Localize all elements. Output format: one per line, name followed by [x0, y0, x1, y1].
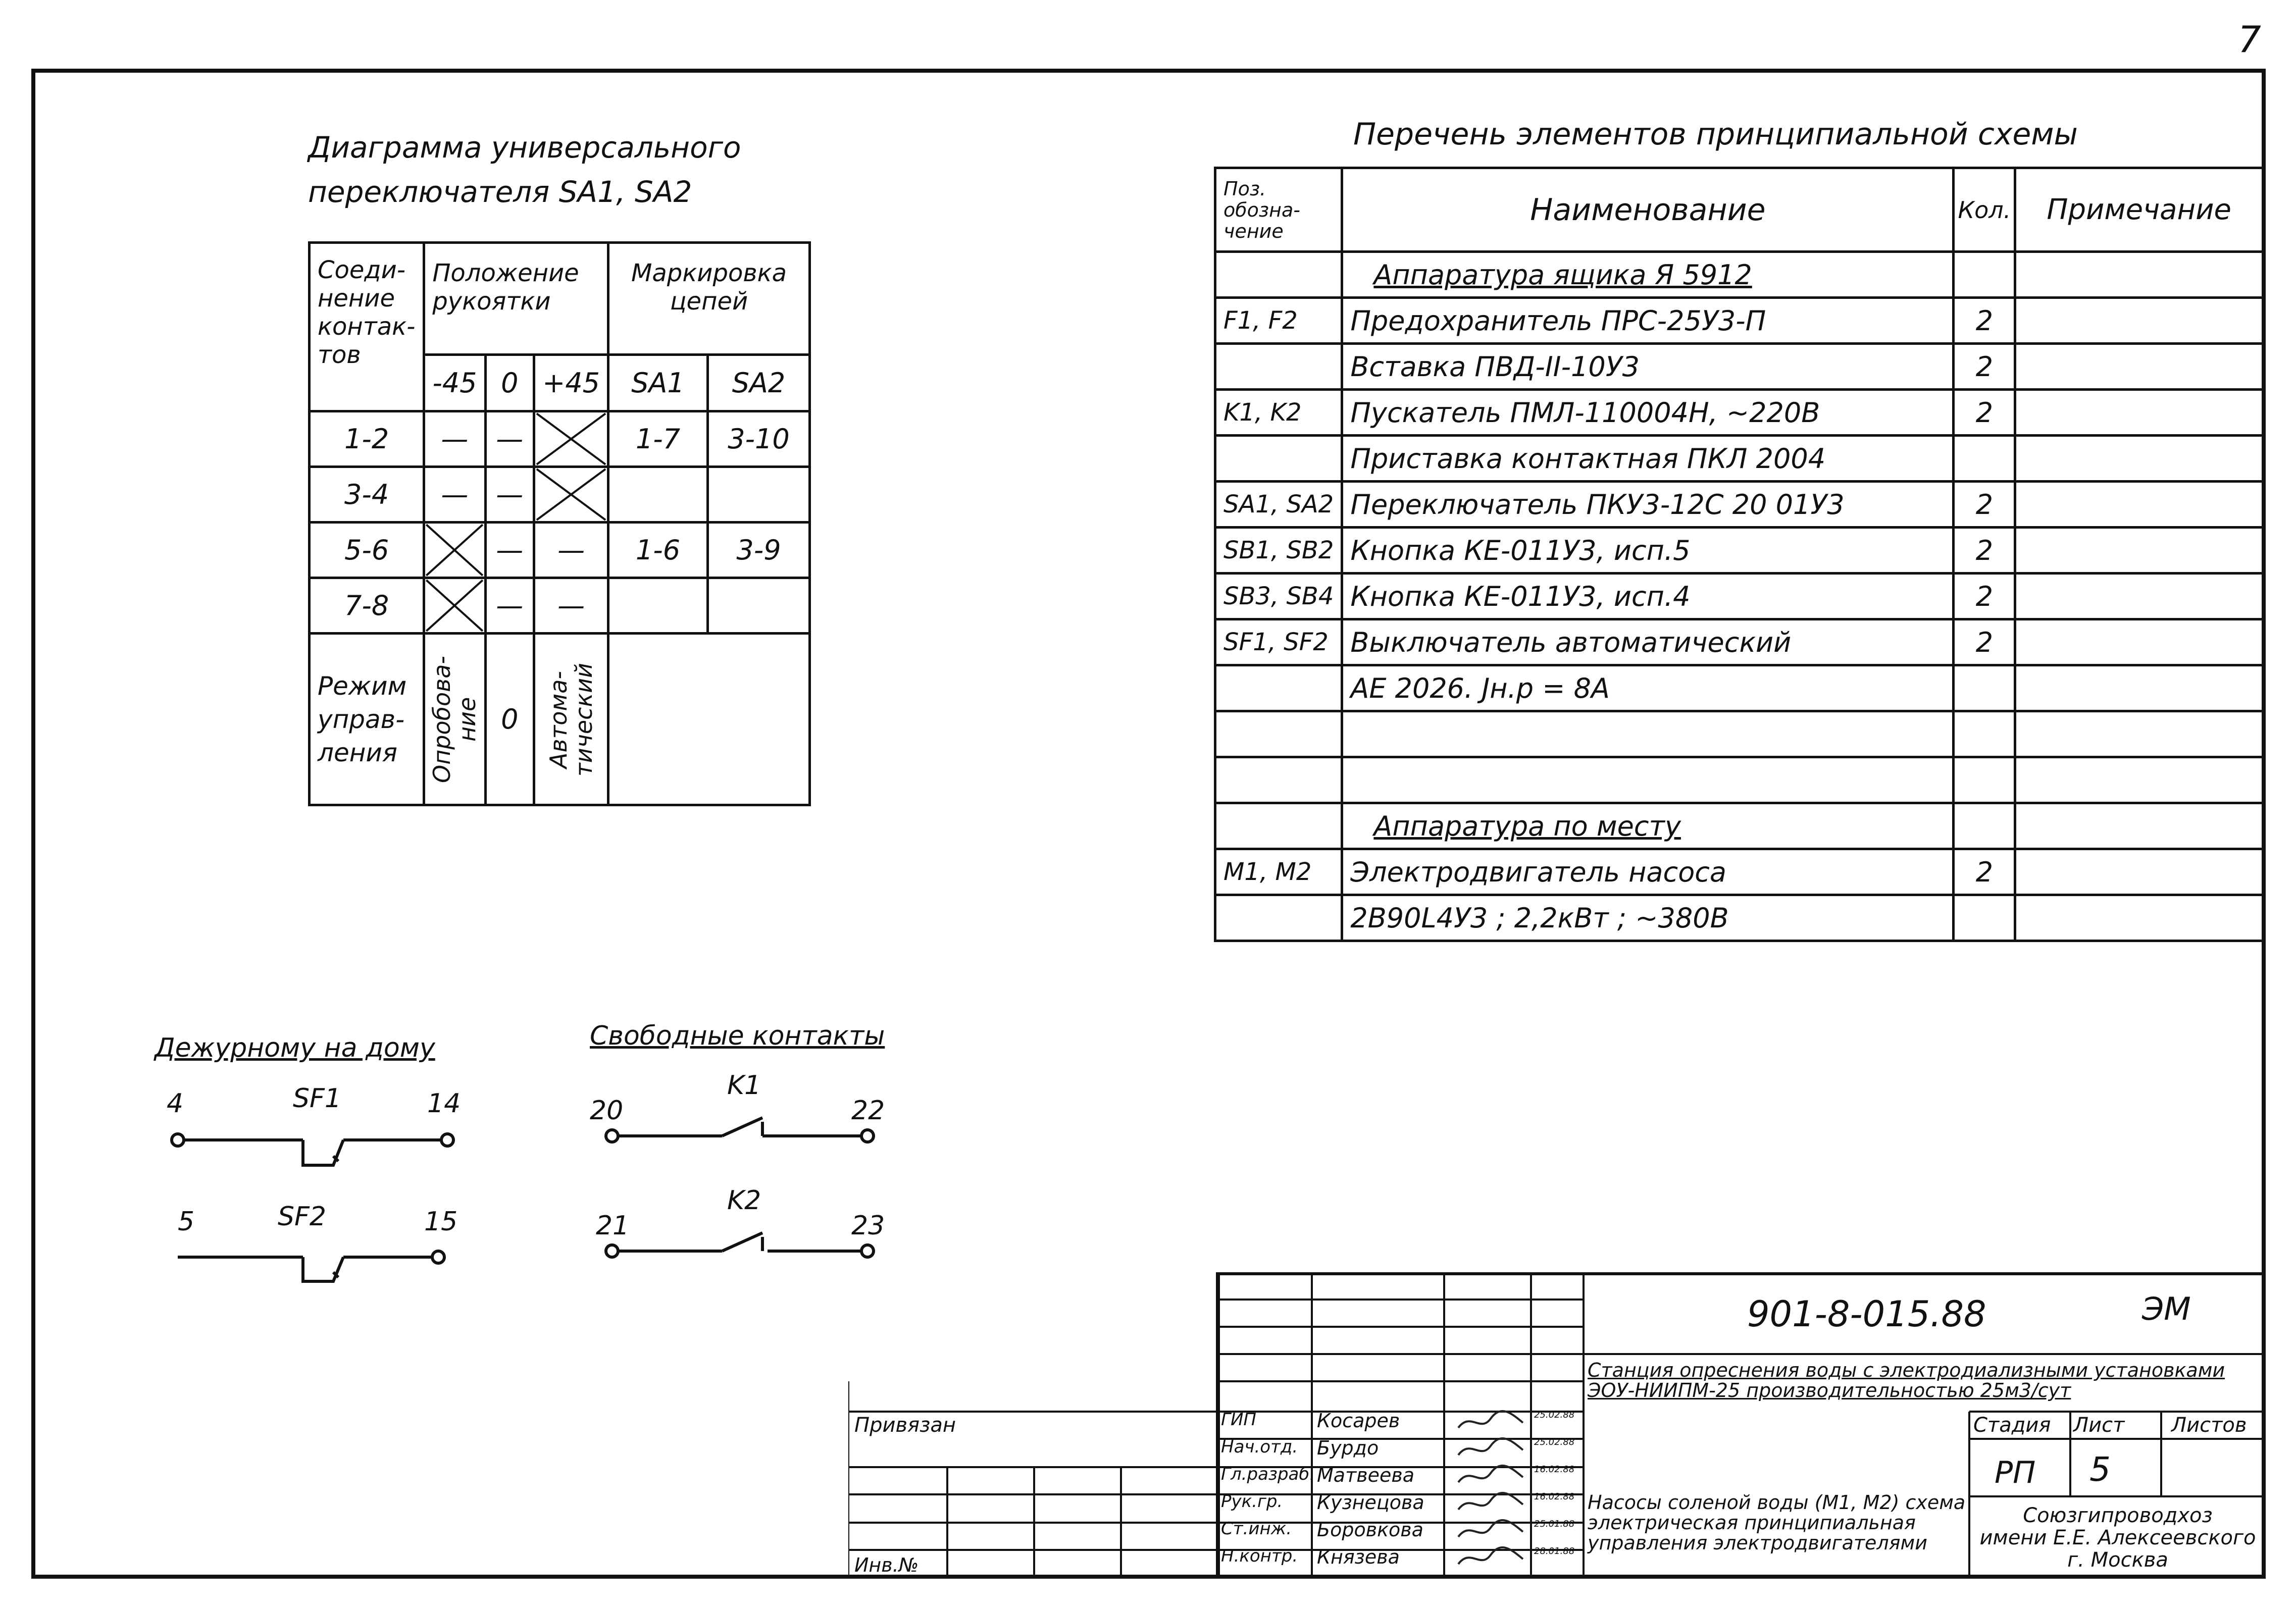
switch-row [310, 578, 810, 634]
switch-cell-pos-0: — [485, 411, 534, 467]
elements-cell-name [1342, 757, 1954, 803]
elements-cell-pos [1215, 665, 1342, 711]
elements-row [1215, 528, 2263, 574]
switch-cell-sa1 [608, 578, 708, 634]
free-contacts-title: Свободные контакты [590, 1021, 885, 1051]
elements-cell-name: Электродвигатель насоса [1342, 849, 1954, 895]
header-circuit-marking: Маркировка цепей [608, 243, 810, 355]
sf2-contact [178, 1251, 444, 1281]
switch-cell-pos-0: — [485, 523, 534, 578]
elements-cell-name: Вставка ПВД-II-10У3 [1342, 344, 1954, 390]
header-sa1: SA1 [608, 355, 708, 411]
sheet-value: 5 [2089, 1450, 2111, 1489]
k2-label: K2 [727, 1185, 761, 1216]
signature-mark [1455, 1489, 1526, 1520]
switch-cell-contacts: 1-2 [310, 411, 424, 467]
elements-cell-qty: 2 [1954, 390, 2015, 436]
k1-label: K1 [727, 1070, 761, 1101]
staff-date: 16.02.88 [1534, 1491, 1575, 1502]
switch-cell-sa2: 3-10 [707, 411, 809, 467]
elements-row [1215, 344, 2263, 390]
sheet-title: Насосы соленой воды (М1, М2) схема электрическая принципиальная управления электродвигателями [1588, 1491, 1966, 1554]
signature-mark [1455, 1408, 1526, 1438]
sheets-label: Листов [2171, 1414, 2247, 1437]
staff-date: 16.02.88 [1534, 1464, 1575, 1475]
header-connection: Соеди- нение контак- тов [310, 243, 424, 411]
elements-cell-note [2015, 895, 2263, 941]
elements-cell-name [1342, 711, 1954, 757]
elements-cell-note [2015, 436, 2263, 482]
switch-cell-sa2: 3-9 [707, 523, 809, 578]
elements-row [1215, 895, 2263, 941]
closed-contact-mark [534, 467, 608, 523]
header-pos-plus45: +45 [534, 355, 608, 411]
elements-cell-name: Аппаратура ящика Я 5912 [1342, 252, 1954, 298]
elements-row [1215, 665, 2263, 711]
elements-cell-pos [1215, 344, 1342, 390]
staff-name: Князева [1317, 1546, 1400, 1568]
staff-name: Косарев [1317, 1410, 1400, 1432]
elements-cell-pos: SF1, SF2 [1215, 619, 1342, 665]
mode-test: Опробова- ние [428, 655, 481, 783]
project-title: Станция опреснения воды с электродиализными установками ЭОУ-НИИПМ-25 производительностью 25м3/сут [1588, 1359, 2225, 1401]
elements-cell-pos [1215, 436, 1342, 482]
stage-label: Стадия [1973, 1414, 2051, 1437]
staff-name: Кузнецова [1317, 1491, 1424, 1514]
elements-cell-note [2015, 390, 2263, 436]
elements-cell-qty [1954, 436, 2015, 482]
staff-name: Матвеева [1317, 1464, 1415, 1486]
switch-row [310, 411, 810, 467]
elements-cell-qty: 2 [1954, 482, 2015, 528]
elements-cell-name: Пускатель ПМЛ-110004Н, ~220В [1342, 390, 1954, 436]
elements-row [1215, 803, 2263, 849]
elements-cell-qty [1954, 252, 2015, 298]
header-pos-0: 0 [485, 355, 534, 411]
sf1-label: SF1 [293, 1083, 342, 1114]
switch-cell-sa2 [707, 578, 809, 634]
duty-section-title: Дежурному на дому [155, 1033, 435, 1063]
elements-cell-qty: 2 [1954, 344, 2015, 390]
sf1-contact [172, 1134, 453, 1165]
stage-value: РП [1995, 1455, 2036, 1490]
switch-cell-sa1 [608, 467, 708, 523]
staff-date: 28.01.88 [1534, 1546, 1575, 1556]
signature-mark [1455, 1435, 1526, 1466]
elements-cell-name: 2В90L4У3 ; 2,2кВт ; ~380В [1342, 895, 1954, 941]
elements-row [1215, 849, 2263, 895]
header-qty: Кол. [1954, 168, 2015, 252]
elements-cell-note [2015, 252, 2263, 298]
k2-contact [606, 1233, 874, 1257]
mode-auto: Автома- тический [545, 662, 598, 776]
switch-cell-pos-0: — [485, 578, 534, 634]
sf2-label: SF2 [278, 1202, 327, 1232]
signature-mark [1455, 1462, 1526, 1493]
switch-cell-pos-minus45: — [424, 411, 485, 467]
switch-cell-sa1: 1-6 [608, 523, 708, 578]
elements-cell-note [2015, 711, 2263, 757]
elements-cell-note [2015, 574, 2263, 619]
staff-date: 25.02.88 [1534, 1410, 1575, 1420]
staff-date: 25.01.88 [1534, 1519, 1575, 1529]
switch-row [310, 523, 810, 578]
elements-row [1215, 252, 2263, 298]
elements-cell-qty: 2 [1954, 574, 2015, 619]
elements-cell-note [2015, 665, 2263, 711]
elements-cell-qty: 2 [1954, 298, 2015, 344]
staff-role: Рук.гр. [1221, 1491, 1283, 1512]
elements-cell-pos [1215, 895, 1342, 941]
elements-cell-name: Переключатель ПКУ3-12С 20 01У3 [1342, 482, 1954, 528]
switch-cell-sa1: 1-7 [608, 411, 708, 467]
elements-cell-qty [1954, 803, 2015, 849]
header-name: Наименование [1342, 168, 1954, 252]
switch-cell-contacts: 7-8 [310, 578, 424, 634]
switch-cell-contacts: 5-6 [310, 523, 424, 578]
elements-cell-note [2015, 757, 2263, 803]
staff-role: Нач.отд. [1221, 1437, 1298, 1457]
header-sa2: SA2 [707, 355, 809, 411]
elements-cell-pos: SA1, SA2 [1215, 482, 1342, 528]
elements-cell-pos [1215, 252, 1342, 298]
elements-row [1215, 757, 2263, 803]
k1-contact [606, 1118, 874, 1142]
elements-cell-note [2015, 619, 2263, 665]
elements-row [1215, 711, 2263, 757]
closed-contact-mark [424, 523, 485, 578]
inv-label: Инв.№ [854, 1554, 919, 1576]
signature-mark [1455, 1544, 1526, 1575]
mode-label: Режим управ- ления [310, 634, 424, 805]
elements-cell-qty [1954, 895, 2015, 941]
switch-diagram-table [308, 241, 811, 806]
switch-cell-pos-0: — [485, 467, 534, 523]
elements-cell-pos [1215, 757, 1342, 803]
staff-date: 25.02.88 [1534, 1437, 1575, 1447]
elements-cell-note [2015, 803, 2263, 849]
mode-off: 0 [485, 634, 534, 805]
sf2-left-terminal: 5 [178, 1207, 195, 1237]
elements-cell-qty: 2 [1954, 619, 2015, 665]
elements-cell-pos: M1, M2 [1215, 849, 1342, 895]
elements-cell-qty: 2 [1954, 849, 2015, 895]
staff-role: Ст.инж. [1221, 1519, 1292, 1539]
switch-cell-pos-plus45: — [534, 523, 608, 578]
k2-right-terminal: 23 [851, 1211, 885, 1241]
closed-contact-mark [534, 411, 608, 467]
duty-contacts-diagram [151, 1080, 475, 1303]
header-note: Примечание [2015, 168, 2263, 252]
elements-cell-qty: 2 [1954, 528, 2015, 574]
sf1-right-terminal: 14 [427, 1088, 461, 1119]
elements-cell-name: Выключатель автоматический [1342, 619, 1954, 665]
staff-role: Гл.разраб. [1221, 1464, 1315, 1484]
elements-row [1215, 619, 2263, 665]
elements-cell-note [2015, 482, 2263, 528]
elements-cell-pos: K1, K2 [1215, 390, 1342, 436]
elements-cell-pos: F1, F2 [1215, 298, 1342, 344]
switch-row [310, 467, 810, 523]
elements-cell-note [2015, 344, 2263, 390]
elements-cell-name: Предохранитель ПРС-25У3-П [1342, 298, 1954, 344]
elements-cell-name: АЕ 2026. Jн.р = 8А [1342, 665, 1954, 711]
doc-code: 901-8-015.88 [1747, 1293, 1986, 1335]
sheet-label: Лист [2073, 1414, 2125, 1437]
elements-row [1215, 390, 2263, 436]
elements-row [1215, 436, 2263, 482]
staff-role: Н.контр. [1221, 1546, 1298, 1566]
staff-name: Боровкова [1317, 1519, 1423, 1541]
elements-row [1215, 574, 2263, 619]
elements-cell-note [2015, 298, 2263, 344]
k2-left-terminal: 21 [596, 1211, 630, 1241]
elements-cell-pos: SB1, SB2 [1215, 528, 1342, 574]
organization: Союзгипроводхоз имени Е.Е. Алексеевского г. Москва [1979, 1504, 2256, 1572]
switch-cell-contacts: 3-4 [310, 467, 424, 523]
k1-right-terminal: 22 [851, 1096, 885, 1126]
switch-cell-sa2 [707, 467, 809, 523]
closed-contact-mark [424, 578, 485, 634]
header-pos: Поз. обозна- чение [1215, 168, 1342, 252]
switch-cell-pos-plus45: — [534, 578, 608, 634]
header-handle-position: Положение рукоятки [424, 243, 608, 355]
elements-cell-name: Кнопка КЕ-011У3, исп.5 [1342, 528, 1954, 574]
elements-cell-note [2015, 849, 2263, 895]
bound-label: Привязан [854, 1414, 956, 1437]
sf2-right-terminal: 15 [424, 1207, 458, 1237]
elements-row [1215, 298, 2263, 344]
elements-row [1215, 482, 2263, 528]
sf1-left-terminal: 4 [167, 1088, 184, 1119]
switch-cell-pos-minus45: — [424, 467, 485, 523]
elements-cell-pos [1215, 803, 1342, 849]
elements-list-title: Перечень элементов принципиальной схемы [1353, 117, 2078, 152]
staff-name: Бурдо [1317, 1437, 1379, 1459]
elements-cell-qty [1954, 711, 2015, 757]
elements-cell-note [2015, 528, 2263, 574]
elements-list-table [1214, 167, 2264, 942]
switch-diagram-title: Диаграмма универсального переключателя SA1, SA2 [308, 130, 741, 209]
elements-cell-name: Кнопка КЕ-011У3, исп.4 [1342, 574, 1954, 619]
signature-mark [1455, 1517, 1526, 1547]
elements-cell-name: Приставка контактная ПКЛ 2004 [1342, 436, 1954, 482]
page-number: 7 [2238, 18, 2261, 61]
elements-cell-qty [1954, 757, 2015, 803]
staff-role: ГИП [1221, 1410, 1256, 1430]
elements-cell-pos [1215, 711, 1342, 757]
elements-cell-pos: SB3, SB4 [1215, 574, 1342, 619]
k1-left-terminal: 20 [590, 1096, 624, 1126]
header-pos-minus45: -45 [424, 355, 485, 411]
elements-cell-name: Аппаратура по месту [1342, 803, 1954, 849]
doc-mark: ЭМ [2142, 1290, 2191, 1327]
elements-cell-qty [1954, 665, 2015, 711]
